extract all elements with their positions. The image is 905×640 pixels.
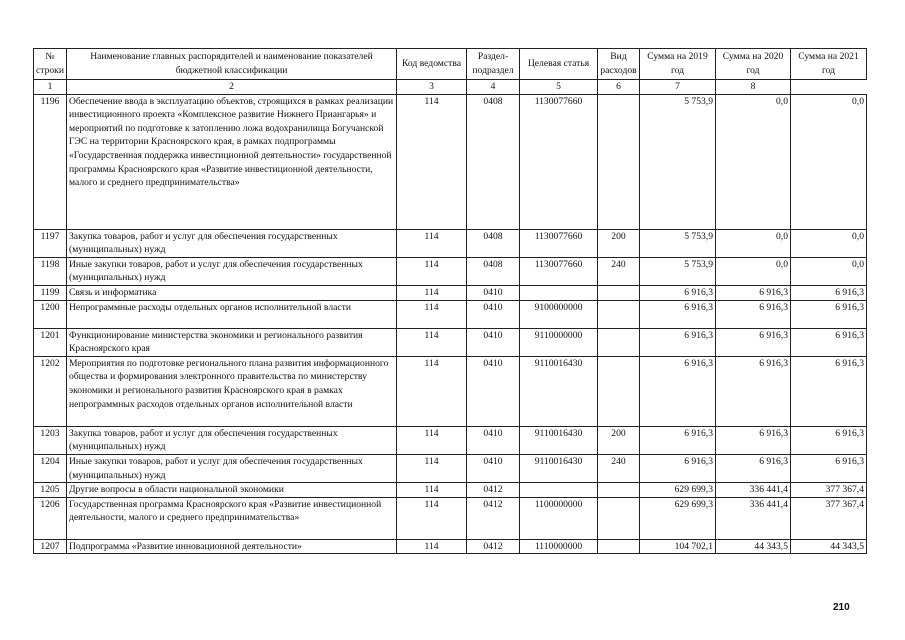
row-section: 0412 — [467, 497, 520, 539]
row-section: 0410 — [467, 454, 520, 482]
row-sum-2020: 6 916,3 — [716, 285, 791, 300]
budget-table — [33, 48, 867, 554]
row-sum-2021: 44 343,5 — [791, 539, 867, 554]
row-expense-type: 200 — [598, 229, 640, 257]
row-target-article: 1130077660 — [520, 94, 598, 229]
column-index: 8 — [716, 80, 791, 95]
row-target-article — [520, 285, 598, 300]
row-sum-2020: 6 916,3 — [716, 426, 791, 454]
header-sum-2021: Сумма на 2021 год — [791, 49, 867, 80]
table-row — [34, 356, 867, 426]
row-section: 0410 — [467, 356, 520, 426]
row-expense-type — [598, 285, 640, 300]
header-name: Наименование главных распорядителей и наименование показателей бюджетной классификации — [67, 49, 397, 80]
header-section: Раздел-подраздел — [467, 49, 520, 80]
row-target-article: 1130077660 — [520, 257, 598, 285]
row-target-article: 1100000000 — [520, 497, 598, 539]
row-number: 1206 — [34, 497, 67, 539]
table-row — [34, 539, 867, 554]
table-row — [34, 328, 867, 356]
column-index: 1 — [34, 80, 67, 95]
row-section: 0408 — [467, 229, 520, 257]
row-expense-type — [598, 94, 640, 229]
row-sum-2019: 629 699,3 — [640, 483, 716, 498]
row-sum-2020: 6 916,3 — [716, 328, 791, 356]
row-name: Закупка товаров, работ и услуг для обеспечения государственных (муниципальных) нужд — [67, 426, 397, 454]
row-expense-type: 240 — [598, 257, 640, 285]
row-department-code: 114 — [397, 454, 467, 482]
row-expense-type — [598, 483, 640, 498]
row-sum-2019: 6 916,3 — [640, 328, 716, 356]
row-name: Обеспечение ввода в эксплуатацию объектов, строящихся в рамках реализации инвестиционного проекта «Комплексное развитие Нижнего Приангарья» и мероприятий по подготовке к затоплению ложа водохранилища Богучанской ГЭС на территории Красноярского края, в рамках подпрограммы «Государственная поддержка инвестиционной деятельности» государственной программы Красноярского края «Развитие инвестиционной деятельности, малого и среднего предпринимательства» — [67, 94, 397, 229]
row-department-code: 114 — [397, 497, 467, 539]
row-section: 0410 — [467, 426, 520, 454]
row-sum-2020: 6 916,3 — [716, 300, 791, 328]
row-name: Функционирование министерства экономики и регионального развития Красноярского края — [67, 328, 397, 356]
row-sum-2020: 0,0 — [716, 94, 791, 229]
page-number: 210 — [833, 602, 850, 613]
row-sum-2020: 6 916,3 — [716, 356, 791, 426]
column-index-row — [34, 80, 867, 95]
column-index: 4 — [467, 80, 520, 95]
row-sum-2021: 6 916,3 — [791, 285, 867, 300]
row-number: 1207 — [34, 539, 67, 554]
row-name: Иные закупки товаров, работ и услуг для обеспечения государственных (муниципальных) нужд — [67, 454, 397, 482]
row-name: Другие вопросы в области национальной экономики — [67, 483, 397, 498]
row-department-code: 114 — [397, 94, 467, 229]
row-number: 1202 — [34, 356, 67, 426]
row-target-article: 9110016430 — [520, 426, 598, 454]
row-target-article: 1110000000 — [520, 539, 598, 554]
table-row — [34, 285, 867, 300]
row-sum-2020: 44 343,5 — [716, 539, 791, 554]
row-sum-2021: 0,0 — [791, 229, 867, 257]
column-index: 3 — [397, 80, 467, 95]
row-department-code: 114 — [397, 539, 467, 554]
row-number: 1197 — [34, 229, 67, 257]
row-sum-2020: 0,0 — [716, 257, 791, 285]
row-department-code: 114 — [397, 300, 467, 328]
row-name: Мероприятия по подготовке регионального плана развития информационного общества и формирования электронного правительства по министерству экономики и регионального развития Красноярского края в рамках непрограммных расходов отдельных органов исполнительной власти — [67, 356, 397, 426]
table-row — [34, 94, 867, 229]
row-department-code: 114 — [397, 328, 467, 356]
row-sum-2019: 6 916,3 — [640, 356, 716, 426]
row-target-article — [520, 483, 598, 498]
row-name: Подпрограмма «Развитие инновационной деятельности» — [67, 539, 397, 554]
table-row — [34, 426, 867, 454]
row-expense-type — [598, 356, 640, 426]
row-number: 1196 — [34, 94, 67, 229]
row-section: 0410 — [467, 300, 520, 328]
row-section: 0410 — [467, 328, 520, 356]
row-sum-2021: 6 916,3 — [791, 328, 867, 356]
column-index: 5 — [520, 80, 598, 95]
row-sum-2019: 5 753,9 — [640, 257, 716, 285]
row-sum-2021: 6 916,3 — [791, 356, 867, 426]
row-expense-type — [598, 328, 640, 356]
row-sum-2021: 6 916,3 — [791, 426, 867, 454]
row-name: Непрограммные расходы отдельных органов исполнительной власти — [67, 300, 397, 328]
table-row — [34, 300, 867, 328]
row-number: 1204 — [34, 454, 67, 482]
row-number: 1203 — [34, 426, 67, 454]
row-sum-2021: 377 367,4 — [791, 483, 867, 498]
table-header — [34, 49, 867, 80]
header-department-code: Код ведомства — [397, 49, 467, 80]
header-target-article: Целевая статья — [520, 49, 598, 80]
row-target-article: 9110016430 — [520, 356, 598, 426]
row-sum-2019: 5 753,9 — [640, 229, 716, 257]
row-sum-2020: 336 441,4 — [716, 483, 791, 498]
row-department-code: 114 — [397, 229, 467, 257]
table-row — [34, 229, 867, 257]
table-row — [34, 483, 867, 498]
header-sum-2020: Сумма на 2020 год — [716, 49, 791, 80]
row-number: 1205 — [34, 483, 67, 498]
row-sum-2019: 104 702,1 — [640, 539, 716, 554]
row-sum-2019: 6 916,3 — [640, 300, 716, 328]
row-sum-2019: 629 699,3 — [640, 497, 716, 539]
row-department-code: 114 — [397, 426, 467, 454]
row-sum-2021: 377 367,4 — [791, 497, 867, 539]
row-expense-type — [598, 539, 640, 554]
table-row — [34, 454, 867, 482]
row-sum-2021: 0,0 — [791, 257, 867, 285]
row-sum-2020: 336 441,4 — [716, 497, 791, 539]
row-number: 1198 — [34, 257, 67, 285]
row-section: 0408 — [467, 257, 520, 285]
row-expense-type: 240 — [598, 454, 640, 482]
row-sum-2021: 0,0 — [791, 94, 867, 229]
row-name: Закупка товаров, работ и услуг для обеспечения государственных (муниципальных) нужд — [67, 229, 397, 257]
row-name: Государственная программа Красноярского края «Развитие инвестиционной деятельности, малого и среднего предпринимательства» — [67, 497, 397, 539]
row-department-code: 114 — [397, 356, 467, 426]
row-target-article: 9110000000 — [520, 328, 598, 356]
table-row — [34, 497, 867, 539]
row-sum-2020: 0,0 — [716, 229, 791, 257]
row-target-article: 1130077660 — [520, 229, 598, 257]
row-department-code: 114 — [397, 257, 467, 285]
header-expense-type: Вид расходов — [598, 49, 640, 80]
header-sum-2019: Сумма на 2019 год — [640, 49, 716, 80]
row-target-article: 9110016430 — [520, 454, 598, 482]
row-sum-2019: 6 916,3 — [640, 285, 716, 300]
table-body — [34, 80, 867, 554]
column-index: 7 — [640, 80, 716, 95]
row-sum-2021: 6 916,3 — [791, 300, 867, 328]
row-sum-2019: 6 916,3 — [640, 454, 716, 482]
row-name: Связь и информатика — [67, 285, 397, 300]
row-number: 1201 — [34, 328, 67, 356]
row-target-article: 9100000000 — [520, 300, 598, 328]
row-sum-2020: 6 916,3 — [716, 454, 791, 482]
row-number: 1200 — [34, 300, 67, 328]
row-expense-type: 200 — [598, 426, 640, 454]
row-name: Иные закупки товаров, работ и услуг для обеспечения государственных (муниципальных) нужд — [67, 257, 397, 285]
row-sum-2021: 6 916,3 — [791, 454, 867, 482]
row-expense-type — [598, 300, 640, 328]
row-department-code: 114 — [397, 483, 467, 498]
column-index: 6 — [598, 80, 640, 95]
row-sum-2019: 5 753,9 — [640, 94, 716, 229]
row-section: 0412 — [467, 483, 520, 498]
row-section: 0412 — [467, 539, 520, 554]
table-row — [34, 257, 867, 285]
row-section: 0410 — [467, 285, 520, 300]
row-sum-2019: 6 916,3 — [640, 426, 716, 454]
row-department-code: 114 — [397, 285, 467, 300]
header-row-number: № строки — [34, 49, 67, 80]
column-index: 2 — [67, 80, 397, 95]
row-expense-type — [598, 497, 640, 539]
row-section: 0408 — [467, 94, 520, 229]
row-number: 1199 — [34, 285, 67, 300]
